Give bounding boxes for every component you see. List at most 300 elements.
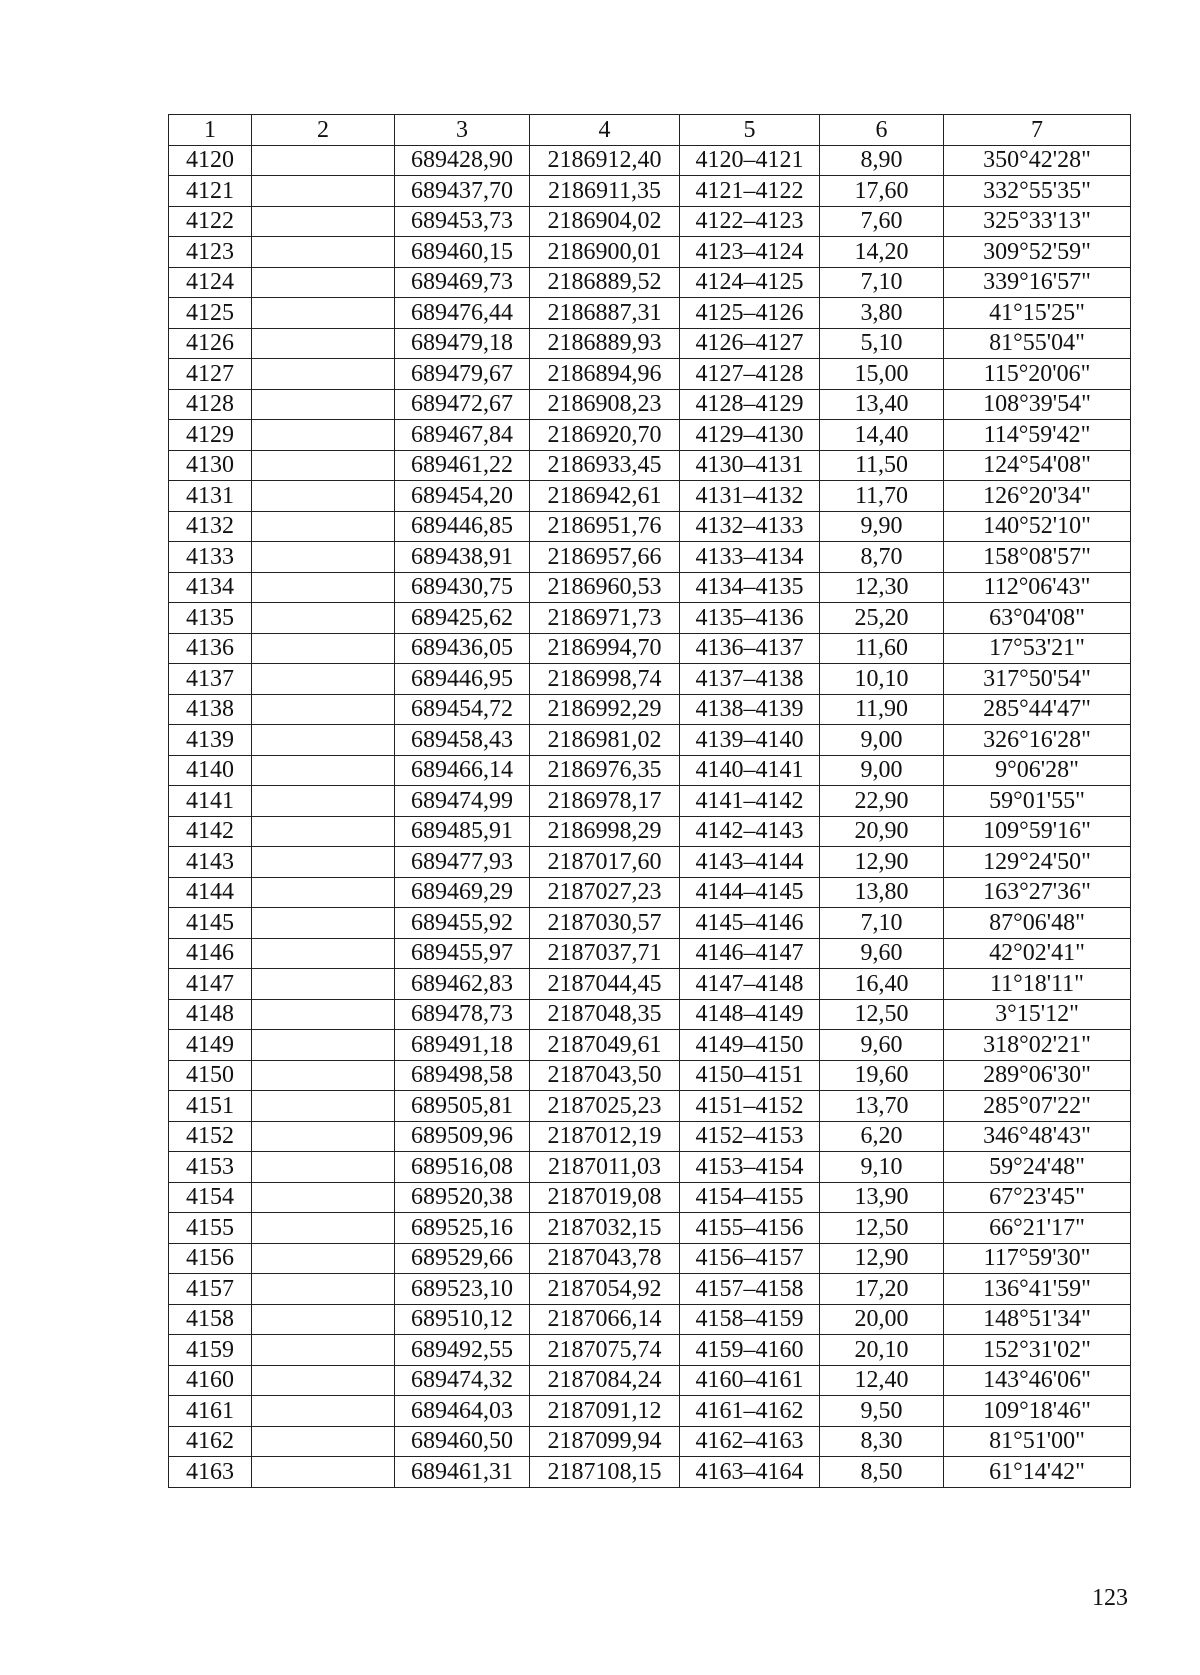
cell-x-coordinate: 689516,08 xyxy=(395,1152,530,1183)
cell-col-2 xyxy=(252,420,395,451)
cell-distance: 8,30 xyxy=(820,1426,944,1457)
cell-bearing: 108°39'54" xyxy=(944,389,1131,420)
table-header-row xyxy=(169,115,1131,146)
cell-point-number: 4152 xyxy=(169,1121,252,1152)
cell-distance: 8,70 xyxy=(820,542,944,573)
cell-point-number: 4141 xyxy=(169,786,252,817)
page-number: 123 xyxy=(1092,1585,1128,1611)
cell-segment: 4123–4124 xyxy=(680,237,820,268)
cell-y-coordinate: 2187019,08 xyxy=(530,1182,680,1213)
cell-x-coordinate: 689461,22 xyxy=(395,450,530,481)
cell-x-coordinate: 689453,73 xyxy=(395,206,530,237)
cell-bearing: 124°54'08" xyxy=(944,450,1131,481)
cell-y-coordinate: 2187108,15 xyxy=(530,1457,680,1488)
table-row xyxy=(169,908,1131,939)
cell-y-coordinate: 2187037,71 xyxy=(530,938,680,969)
cell-x-coordinate: 689464,03 xyxy=(395,1396,530,1427)
cell-distance: 9,60 xyxy=(820,938,944,969)
cell-point-number: 4140 xyxy=(169,755,252,786)
cell-col-2 xyxy=(252,664,395,695)
cell-segment: 4138–4139 xyxy=(680,694,820,725)
cell-point-number: 4129 xyxy=(169,420,252,451)
cell-segment: 4135–4136 xyxy=(680,603,820,634)
table-row xyxy=(169,511,1131,542)
cell-bearing: 317°50'54" xyxy=(944,664,1131,695)
cell-distance: 8,50 xyxy=(820,1457,944,1488)
cell-segment: 4145–4146 xyxy=(680,908,820,939)
cell-point-number: 4131 xyxy=(169,481,252,512)
cell-col-2 xyxy=(252,1274,395,1305)
table-row xyxy=(169,1426,1131,1457)
cell-x-coordinate: 689523,10 xyxy=(395,1274,530,1305)
cell-point-number: 4156 xyxy=(169,1243,252,1274)
table-row xyxy=(169,633,1131,664)
table-row xyxy=(169,664,1131,695)
cell-y-coordinate: 2187044,45 xyxy=(530,969,680,1000)
table-row xyxy=(169,1274,1131,1305)
table-row xyxy=(169,1213,1131,1244)
cell-distance: 11,90 xyxy=(820,694,944,725)
cell-y-coordinate: 2186994,70 xyxy=(530,633,680,664)
cell-x-coordinate: 689446,95 xyxy=(395,664,530,695)
cell-col-2 xyxy=(252,267,395,298)
cell-bearing: 87°06'48" xyxy=(944,908,1131,939)
table-row xyxy=(169,298,1131,329)
cell-bearing: 143°46'06" xyxy=(944,1365,1131,1396)
cell-distance: 12,50 xyxy=(820,999,944,1030)
cell-x-coordinate: 689474,99 xyxy=(395,786,530,817)
header-point-number: 1 xyxy=(169,115,252,146)
cell-point-number: 4162 xyxy=(169,1426,252,1457)
cell-col-2 xyxy=(252,542,395,573)
cell-y-coordinate: 2187066,14 xyxy=(530,1304,680,1335)
cell-y-coordinate: 2186933,45 xyxy=(530,450,680,481)
cell-segment: 4136–4137 xyxy=(680,633,820,664)
cell-bearing: 339°16'57" xyxy=(944,267,1131,298)
cell-y-coordinate: 2187075,74 xyxy=(530,1335,680,1366)
cell-col-2 xyxy=(252,633,395,664)
cell-point-number: 4121 xyxy=(169,176,252,207)
cell-x-coordinate: 689492,55 xyxy=(395,1335,530,1366)
cell-point-number: 4159 xyxy=(169,1335,252,1366)
table-header xyxy=(169,115,1131,146)
table-row xyxy=(169,1121,1131,1152)
table-row xyxy=(169,1304,1131,1335)
cell-distance: 6,20 xyxy=(820,1121,944,1152)
cell-point-number: 4157 xyxy=(169,1274,252,1305)
table-row xyxy=(169,1365,1131,1396)
table-row xyxy=(169,176,1131,207)
cell-bearing: 326°16'28" xyxy=(944,725,1131,756)
cell-x-coordinate: 689476,44 xyxy=(395,298,530,329)
cell-segment: 4125–4126 xyxy=(680,298,820,329)
cell-bearing: 61°14'42" xyxy=(944,1457,1131,1488)
cell-col-2 xyxy=(252,237,395,268)
table-row xyxy=(169,206,1131,237)
cell-y-coordinate: 2186951,76 xyxy=(530,511,680,542)
cell-distance: 9,50 xyxy=(820,1396,944,1427)
cell-segment: 4160–4161 xyxy=(680,1365,820,1396)
cell-col-2 xyxy=(252,572,395,603)
cell-y-coordinate: 2186992,29 xyxy=(530,694,680,725)
cell-segment: 4127–4128 xyxy=(680,359,820,390)
cell-point-number: 4135 xyxy=(169,603,252,634)
table-row xyxy=(169,389,1131,420)
cell-col-2 xyxy=(252,450,395,481)
cell-point-number: 4149 xyxy=(169,1030,252,1061)
cell-col-2 xyxy=(252,511,395,542)
cell-distance: 11,50 xyxy=(820,450,944,481)
cell-y-coordinate: 2187043,78 xyxy=(530,1243,680,1274)
cell-distance: 7,60 xyxy=(820,206,944,237)
cell-segment: 4163–4164 xyxy=(680,1457,820,1488)
table-row xyxy=(169,450,1131,481)
cell-col-2 xyxy=(252,298,395,329)
cell-col-2 xyxy=(252,755,395,786)
cell-col-2 xyxy=(252,1121,395,1152)
cell-distance: 7,10 xyxy=(820,908,944,939)
cell-bearing: 136°41'59" xyxy=(944,1274,1131,1305)
cell-y-coordinate: 2186887,31 xyxy=(530,298,680,329)
table-row xyxy=(169,1091,1131,1122)
cell-x-coordinate: 689460,15 xyxy=(395,237,530,268)
cell-segment: 4153–4154 xyxy=(680,1152,820,1183)
cell-y-coordinate: 2186978,17 xyxy=(530,786,680,817)
cell-y-coordinate: 2186998,29 xyxy=(530,816,680,847)
cell-col-2 xyxy=(252,206,395,237)
cell-distance: 13,40 xyxy=(820,389,944,420)
cell-y-coordinate: 2187011,03 xyxy=(530,1152,680,1183)
cell-bearing: 285°44'47" xyxy=(944,694,1131,725)
cell-segment: 4161–4162 xyxy=(680,1396,820,1427)
cell-distance: 17,60 xyxy=(820,176,944,207)
cell-point-number: 4143 xyxy=(169,847,252,878)
cell-segment: 4126–4127 xyxy=(680,328,820,359)
cell-distance: 12,90 xyxy=(820,847,944,878)
cell-distance: 11,60 xyxy=(820,633,944,664)
cell-col-2 xyxy=(252,725,395,756)
cell-x-coordinate: 689505,81 xyxy=(395,1091,530,1122)
cell-y-coordinate: 2187049,61 xyxy=(530,1030,680,1061)
cell-point-number: 4125 xyxy=(169,298,252,329)
cell-bearing: 41°15'25" xyxy=(944,298,1131,329)
cell-segment: 4121–4122 xyxy=(680,176,820,207)
cell-point-number: 4127 xyxy=(169,359,252,390)
cell-point-number: 4145 xyxy=(169,908,252,939)
cell-distance: 8,90 xyxy=(820,145,944,176)
cell-bearing: 67°23'45" xyxy=(944,1182,1131,1213)
header-x-coordinate: 3 xyxy=(395,115,530,146)
cell-y-coordinate: 2187025,23 xyxy=(530,1091,680,1122)
cell-bearing: 289°06'30" xyxy=(944,1060,1131,1091)
table-row xyxy=(169,542,1131,573)
cell-distance: 3,80 xyxy=(820,298,944,329)
table-row xyxy=(169,420,1131,451)
cell-y-coordinate: 2187017,60 xyxy=(530,847,680,878)
cell-distance: 12,30 xyxy=(820,572,944,603)
cell-y-coordinate: 2187054,92 xyxy=(530,1274,680,1305)
cell-distance: 9,10 xyxy=(820,1152,944,1183)
cell-bearing: 318°02'21" xyxy=(944,1030,1131,1061)
cell-col-2 xyxy=(252,1030,395,1061)
header-y-coordinate: 4 xyxy=(530,115,680,146)
cell-segment: 4140–4141 xyxy=(680,755,820,786)
cell-y-coordinate: 2186911,35 xyxy=(530,176,680,207)
cell-bearing: 129°24'50" xyxy=(944,847,1131,878)
cell-distance: 14,20 xyxy=(820,237,944,268)
cell-y-coordinate: 2186894,96 xyxy=(530,359,680,390)
cell-col-2 xyxy=(252,1457,395,1488)
cell-point-number: 4163 xyxy=(169,1457,252,1488)
cell-segment: 4151–4152 xyxy=(680,1091,820,1122)
cell-x-coordinate: 689428,90 xyxy=(395,145,530,176)
header-distance: 6 xyxy=(820,115,944,146)
cell-x-coordinate: 689455,92 xyxy=(395,908,530,939)
cell-y-coordinate: 2187030,57 xyxy=(530,908,680,939)
table-row xyxy=(169,1457,1131,1488)
cell-bearing: 325°33'13" xyxy=(944,206,1131,237)
cell-distance: 5,10 xyxy=(820,328,944,359)
cell-distance: 12,90 xyxy=(820,1243,944,1274)
cell-segment: 4143–4144 xyxy=(680,847,820,878)
cell-segment: 4131–4132 xyxy=(680,481,820,512)
cell-col-2 xyxy=(252,1426,395,1457)
cell-y-coordinate: 2187084,24 xyxy=(530,1365,680,1396)
cell-point-number: 4124 xyxy=(169,267,252,298)
cell-x-coordinate: 689491,18 xyxy=(395,1030,530,1061)
cell-x-coordinate: 689485,91 xyxy=(395,816,530,847)
cell-bearing: 152°31'02" xyxy=(944,1335,1131,1366)
cell-point-number: 4151 xyxy=(169,1091,252,1122)
cell-bearing: 126°20'34" xyxy=(944,481,1131,512)
cell-y-coordinate: 2186904,02 xyxy=(530,206,680,237)
cell-x-coordinate: 689467,84 xyxy=(395,420,530,451)
cell-bearing: 42°02'41" xyxy=(944,938,1131,969)
cell-segment: 4122–4123 xyxy=(680,206,820,237)
cell-distance: 16,40 xyxy=(820,969,944,1000)
cell-bearing: 109°59'16" xyxy=(944,816,1131,847)
cell-bearing: 63°04'08" xyxy=(944,603,1131,634)
coordinates-table xyxy=(168,114,1131,1488)
cell-distance: 7,10 xyxy=(820,267,944,298)
table-row xyxy=(169,603,1131,634)
header-bearing: 7 xyxy=(944,115,1131,146)
cell-segment: 4158–4159 xyxy=(680,1304,820,1335)
cell-col-2 xyxy=(252,877,395,908)
cell-x-coordinate: 689510,12 xyxy=(395,1304,530,1335)
cell-x-coordinate: 689469,73 xyxy=(395,267,530,298)
cell-distance: 19,60 xyxy=(820,1060,944,1091)
cell-bearing: 285°07'22" xyxy=(944,1091,1131,1122)
table-row xyxy=(169,1182,1131,1213)
cell-col-2 xyxy=(252,1091,395,1122)
table-row xyxy=(169,755,1131,786)
cell-segment: 4156–4157 xyxy=(680,1243,820,1274)
table-row xyxy=(169,481,1131,512)
header-segment: 5 xyxy=(680,115,820,146)
cell-segment: 4162–4163 xyxy=(680,1426,820,1457)
cell-point-number: 4138 xyxy=(169,694,252,725)
cell-segment: 4137–4138 xyxy=(680,664,820,695)
cell-segment: 4141–4142 xyxy=(680,786,820,817)
cell-segment: 4134–4135 xyxy=(680,572,820,603)
cell-y-coordinate: 2187091,12 xyxy=(530,1396,680,1427)
cell-x-coordinate: 689437,70 xyxy=(395,176,530,207)
cell-point-number: 4161 xyxy=(169,1396,252,1427)
cell-bearing: 114°59'42" xyxy=(944,420,1131,451)
cell-bearing: 148°51'34" xyxy=(944,1304,1131,1335)
cell-col-2 xyxy=(252,694,395,725)
cell-segment: 4124–4125 xyxy=(680,267,820,298)
cell-x-coordinate: 689460,50 xyxy=(395,1426,530,1457)
cell-y-coordinate: 2186908,23 xyxy=(530,389,680,420)
cell-x-coordinate: 689430,75 xyxy=(395,572,530,603)
cell-segment: 4155–4156 xyxy=(680,1213,820,1244)
cell-distance: 12,50 xyxy=(820,1213,944,1244)
cell-point-number: 4153 xyxy=(169,1152,252,1183)
cell-distance: 13,70 xyxy=(820,1091,944,1122)
cell-y-coordinate: 2187099,94 xyxy=(530,1426,680,1457)
cell-bearing: 115°20'06" xyxy=(944,359,1131,390)
cell-segment: 4159–4160 xyxy=(680,1335,820,1366)
cell-point-number: 4123 xyxy=(169,237,252,268)
table-row xyxy=(169,1243,1131,1274)
cell-x-coordinate: 689479,18 xyxy=(395,328,530,359)
cell-y-coordinate: 2187032,15 xyxy=(530,1213,680,1244)
cell-distance: 9,00 xyxy=(820,755,944,786)
cell-x-coordinate: 689479,67 xyxy=(395,359,530,390)
cell-point-number: 4136 xyxy=(169,633,252,664)
cell-point-number: 4126 xyxy=(169,328,252,359)
cell-segment: 4152–4153 xyxy=(680,1121,820,1152)
cell-x-coordinate: 689425,62 xyxy=(395,603,530,634)
cell-segment: 4154–4155 xyxy=(680,1182,820,1213)
cell-point-number: 4160 xyxy=(169,1365,252,1396)
cell-col-2 xyxy=(252,847,395,878)
table-row xyxy=(169,969,1131,1000)
table-row xyxy=(169,999,1131,1030)
cell-bearing: 11°18'11" xyxy=(944,969,1131,1000)
cell-segment: 4148–4149 xyxy=(680,999,820,1030)
table-body xyxy=(169,145,1131,1487)
cell-y-coordinate: 2187048,35 xyxy=(530,999,680,1030)
cell-segment: 4128–4129 xyxy=(680,389,820,420)
cell-col-2 xyxy=(252,816,395,847)
cell-col-2 xyxy=(252,938,395,969)
cell-x-coordinate: 689454,20 xyxy=(395,481,530,512)
cell-point-number: 4137 xyxy=(169,664,252,695)
table-row xyxy=(169,237,1131,268)
cell-segment: 4130–4131 xyxy=(680,450,820,481)
cell-bearing: 81°51'00" xyxy=(944,1426,1131,1457)
header-col-2: 2 xyxy=(252,115,395,146)
cell-point-number: 4158 xyxy=(169,1304,252,1335)
cell-distance: 12,40 xyxy=(820,1365,944,1396)
cell-y-coordinate: 2186889,93 xyxy=(530,328,680,359)
cell-col-2 xyxy=(252,1182,395,1213)
cell-distance: 14,40 xyxy=(820,420,944,451)
cell-point-number: 4144 xyxy=(169,877,252,908)
cell-point-number: 4132 xyxy=(169,511,252,542)
table-row xyxy=(169,1335,1131,1366)
cell-bearing: 332°55'35" xyxy=(944,176,1131,207)
cell-x-coordinate: 689477,93 xyxy=(395,847,530,878)
cell-bearing: 140°52'10" xyxy=(944,511,1131,542)
cell-col-2 xyxy=(252,1213,395,1244)
cell-distance: 20,00 xyxy=(820,1304,944,1335)
cell-y-coordinate: 2186942,61 xyxy=(530,481,680,512)
cell-bearing: 112°06'43" xyxy=(944,572,1131,603)
cell-x-coordinate: 689438,91 xyxy=(395,542,530,573)
table-row xyxy=(169,938,1131,969)
cell-distance: 11,70 xyxy=(820,481,944,512)
cell-distance: 9,60 xyxy=(820,1030,944,1061)
cell-y-coordinate: 2186889,52 xyxy=(530,267,680,298)
cell-point-number: 4139 xyxy=(169,725,252,756)
cell-y-coordinate: 2186960,53 xyxy=(530,572,680,603)
cell-x-coordinate: 689462,83 xyxy=(395,969,530,1000)
cell-x-coordinate: 689436,05 xyxy=(395,633,530,664)
cell-distance: 13,80 xyxy=(820,877,944,908)
cell-distance: 10,10 xyxy=(820,664,944,695)
table-row xyxy=(169,267,1131,298)
cell-y-coordinate: 2187027,23 xyxy=(530,877,680,908)
cell-y-coordinate: 2186900,01 xyxy=(530,237,680,268)
cell-segment: 4139–4140 xyxy=(680,725,820,756)
cell-x-coordinate: 689466,14 xyxy=(395,755,530,786)
cell-distance: 15,00 xyxy=(820,359,944,390)
cell-segment: 4149–4150 xyxy=(680,1030,820,1061)
cell-distance: 9,90 xyxy=(820,511,944,542)
cell-distance: 25,20 xyxy=(820,603,944,634)
cell-col-2 xyxy=(252,1304,395,1335)
cell-bearing: 350°42'28" xyxy=(944,145,1131,176)
cell-bearing: 109°18'46" xyxy=(944,1396,1131,1427)
cell-x-coordinate: 689498,58 xyxy=(395,1060,530,1091)
cell-col-2 xyxy=(252,1396,395,1427)
cell-col-2 xyxy=(252,969,395,1000)
cell-bearing: 59°01'55" xyxy=(944,786,1131,817)
table-row xyxy=(169,1030,1131,1061)
cell-bearing: 3°15'12" xyxy=(944,999,1131,1030)
cell-distance: 13,90 xyxy=(820,1182,944,1213)
cell-segment: 4142–4143 xyxy=(680,816,820,847)
cell-y-coordinate: 2187012,19 xyxy=(530,1121,680,1152)
table-row xyxy=(169,359,1131,390)
cell-col-2 xyxy=(252,1365,395,1396)
cell-x-coordinate: 689469,29 xyxy=(395,877,530,908)
cell-segment: 4133–4134 xyxy=(680,542,820,573)
cell-y-coordinate: 2186957,66 xyxy=(530,542,680,573)
table-row xyxy=(169,572,1131,603)
table-row xyxy=(169,786,1131,817)
cell-distance: 20,10 xyxy=(820,1335,944,1366)
cell-x-coordinate: 689525,16 xyxy=(395,1213,530,1244)
cell-x-coordinate: 689509,96 xyxy=(395,1121,530,1152)
cell-col-2 xyxy=(252,359,395,390)
cell-segment: 4120–4121 xyxy=(680,145,820,176)
cell-point-number: 4155 xyxy=(169,1213,252,1244)
cell-segment: 4129–4130 xyxy=(680,420,820,451)
cell-col-2 xyxy=(252,603,395,634)
cell-bearing: 309°52'59" xyxy=(944,237,1131,268)
cell-segment: 4132–4133 xyxy=(680,511,820,542)
table-row xyxy=(169,1060,1131,1091)
cell-col-2 xyxy=(252,481,395,512)
cell-bearing: 117°59'30" xyxy=(944,1243,1131,1274)
cell-segment: 4157–4158 xyxy=(680,1274,820,1305)
cell-x-coordinate: 689454,72 xyxy=(395,694,530,725)
